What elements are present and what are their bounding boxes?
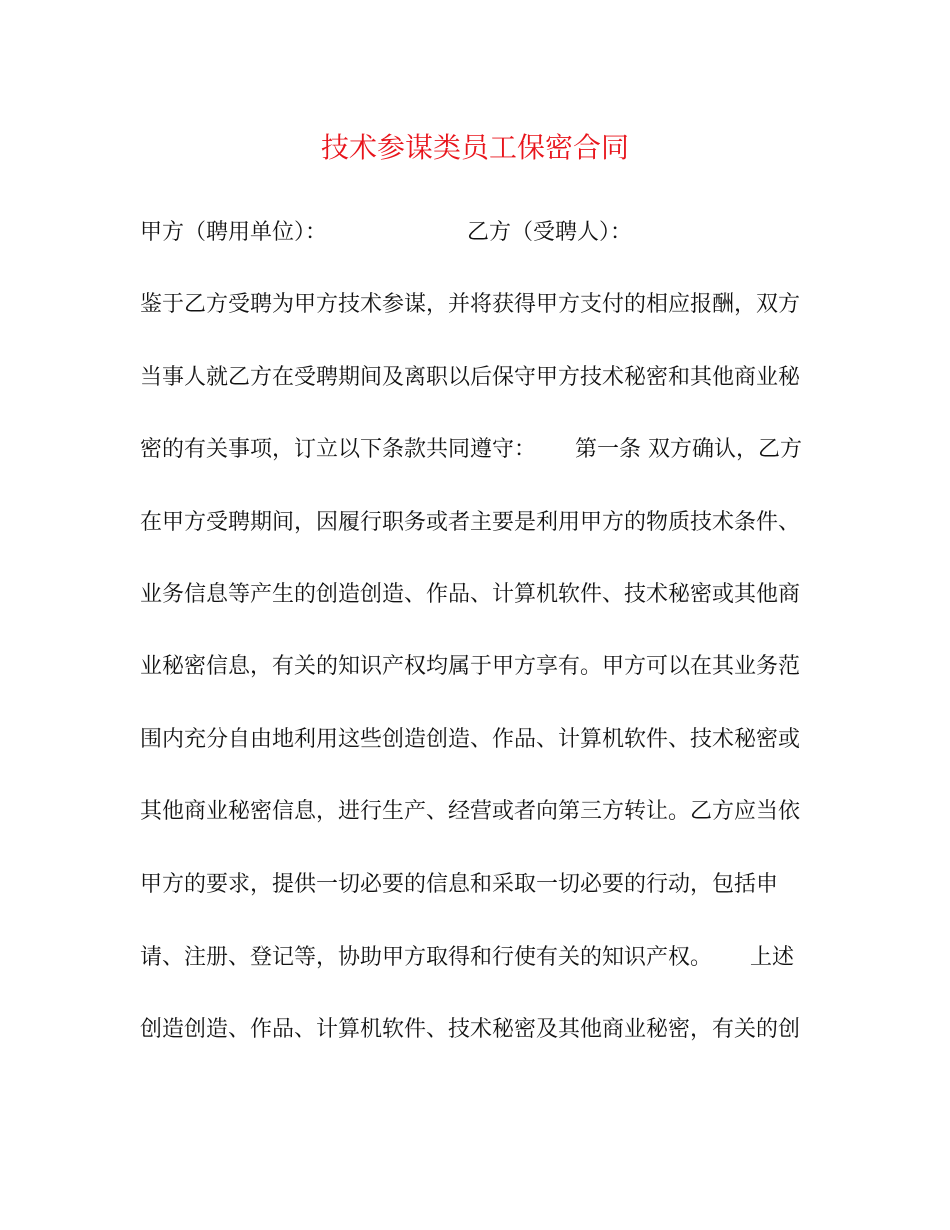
paragraph-text: 密的有关事项，订立以下条款共同遵守： (140, 437, 537, 462)
article-one-start: 第一条 双方确认，乙方 (575, 437, 802, 462)
paragraph-line: 甲方的要求，提供一切必要的信息和采取一切必要的行动，包括申 (140, 872, 779, 897)
paragraph-text: 请、注册、登记等，协助甲方取得和行使有关的知识产权。 (140, 945, 713, 970)
paragraph-line: 创造创造、作品、计算机软件、技术秘密及其他商业秘密，有关的创 (140, 1017, 801, 1042)
document-title: 技术参谋类员工保密合同 (320, 131, 629, 164)
party-b-label: 乙方（受聘人）： (467, 220, 633, 245)
paragraph-line: 业秘密信息，有关的知识产权均属于甲方享有。甲方可以在其业务范 (140, 654, 801, 679)
paragraph-line: 当事人就乙方在受聘期间及离职以后保守甲方技术秘密和其他商业秘 (140, 365, 801, 390)
party-a-label: 甲方（聘用单位）： (140, 220, 328, 245)
paragraph-line: 其他商业秘密信息，进行生产、经营或者向第三方转让。乙方应当依 (140, 799, 801, 824)
paragraph-text: 上述 (750, 945, 795, 970)
paragraph-line: 鉴于乙方受聘为甲方技术参谋，并将获得甲方支付的相应报酬，双方 (140, 292, 801, 317)
paragraph-line: 围内充分自由地利用这些创造创造、作品、计算机软件、技术秘密或 (140, 727, 801, 752)
paragraph-line: 业务信息等产生的创造创造、作品、计算机软件、技术秘密或其他商 (140, 582, 801, 607)
paragraph-line: 在甲方受聘期间，因履行职务或者主要是利用甲方的物质技术条件、 (140, 510, 801, 535)
